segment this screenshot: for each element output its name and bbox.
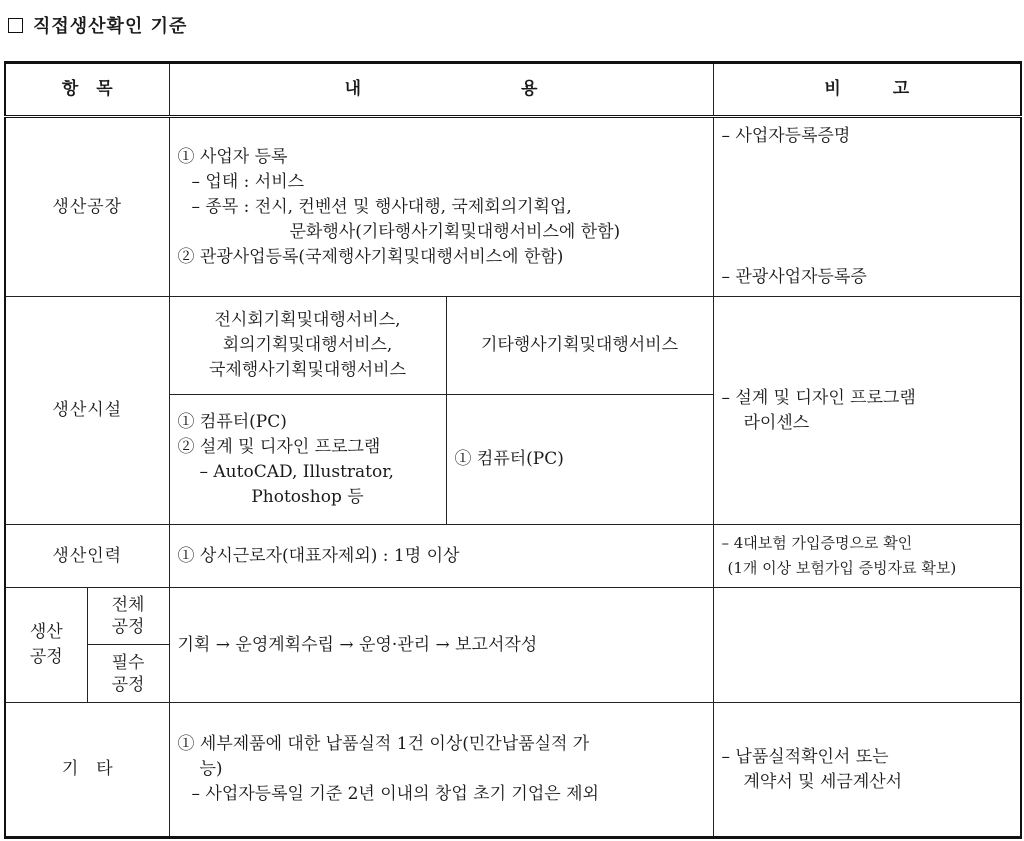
facility-equipment-right — [446, 395, 713, 525]
row-production-plant — [5, 117, 1021, 297]
content-line: – 업태 : 서비스 — [191, 171, 305, 192]
facility-category-right: 기타행사기획및대행서비스 — [446, 297, 713, 395]
remark-line: 라이센스 — [743, 412, 810, 433]
remark-production-workforce — [713, 525, 1021, 588]
row-production-facility-categories — [5, 297, 1021, 395]
label-production-plant: 생산공장 — [5, 117, 169, 297]
row-production-workforce — [5, 525, 1021, 588]
content-line: – 종목 : 전시, 컨벤션 및 행사대행, 국제회의기획업, — [191, 196, 572, 217]
remark-production-facility — [713, 297, 1021, 525]
equipment-line: – AutoCAD, Illustrator, — [199, 461, 394, 482]
header-remark: 비 고 — [713, 63, 1021, 117]
remark-line: (1개 이상 보험가입 증빙자료 확보) — [727, 559, 957, 577]
content-line: 문화행사(기타행사기획및대행서비스에 한함) — [289, 221, 621, 242]
criteria-table — [4, 61, 1022, 839]
content-line: ① 사업자 등록 — [177, 146, 288, 167]
section-heading — [8, 10, 187, 40]
equipment-line: ② 설계 및 디자인 프로그램 — [177, 436, 381, 457]
content-production-process: 기획 → 운영계획수립 → 운영·관리 → 보고서작성 — [169, 588, 713, 703]
label-production-workforce: 생산인력 — [5, 525, 169, 588]
category-line: 회의기획및대행서비스, — [222, 335, 393, 355]
facility-equipment-left — [169, 395, 446, 525]
header-content: 내 용 — [169, 63, 713, 117]
header-item: 항 목 — [5, 63, 169, 117]
equipment-line: ① 컴퓨터(PC) — [454, 449, 564, 469]
equipment-line: ① 컴퓨터(PC) — [177, 411, 287, 432]
content-line: ① 세부제품에 대한 납품실적 1건 이상(민간납품실적 가 — [177, 734, 590, 754]
remark-line: – 4대보험 가입증명으로 확인 — [721, 534, 913, 552]
label-production-facility: 생산시설 — [5, 297, 169, 525]
label-production-process: 생산 공정 — [5, 588, 87, 703]
category-line: 전시회기획및대행서비스, — [214, 310, 401, 330]
row-others — [5, 703, 1021, 838]
section-title: 직접생산확인 기준 — [33, 16, 188, 37]
label-others: 기 타 — [5, 703, 169, 838]
content-others — [169, 703, 713, 838]
category-line: 국제행사기획및대행서비스 — [208, 360, 407, 380]
table-header-row — [5, 63, 1021, 117]
remark-line: – 관광사업자등록증 — [721, 267, 867, 287]
content-line: 능) — [199, 759, 223, 779]
remark-others — [713, 703, 1021, 838]
remark-line: 계약서 및 세금계산서 — [743, 771, 903, 792]
equipment-line: Photoshop 등 — [251, 486, 364, 507]
remark-line: – 납품실적확인서 또는 — [721, 746, 889, 767]
content-production-plant — [169, 117, 713, 297]
label-process-full: 전체 공정 — [87, 588, 169, 645]
content-line: – 사업자등록일 기준 2년 이내의 창업 초기 기업은 제외 — [191, 784, 599, 804]
content-line: ② 관광사업등록(국제행사기획및대행서비스에 한함) — [177, 246, 564, 267]
label-process-essential: 필수 공정 — [87, 645, 169, 703]
remark-production-plant — [713, 117, 1021, 297]
row-production-process-1 — [5, 588, 1021, 645]
remark-line: – 사업자등록증명 — [721, 126, 851, 146]
remark-line: – 설계 및 디자인 프로그램 — [721, 387, 916, 408]
remark-production-process — [713, 588, 1021, 703]
content-production-workforce: ① 상시근로자(대표자제외) : 1명 이상 — [169, 525, 713, 588]
checkbox-square-icon — [8, 18, 23, 33]
facility-category-left — [169, 297, 446, 395]
